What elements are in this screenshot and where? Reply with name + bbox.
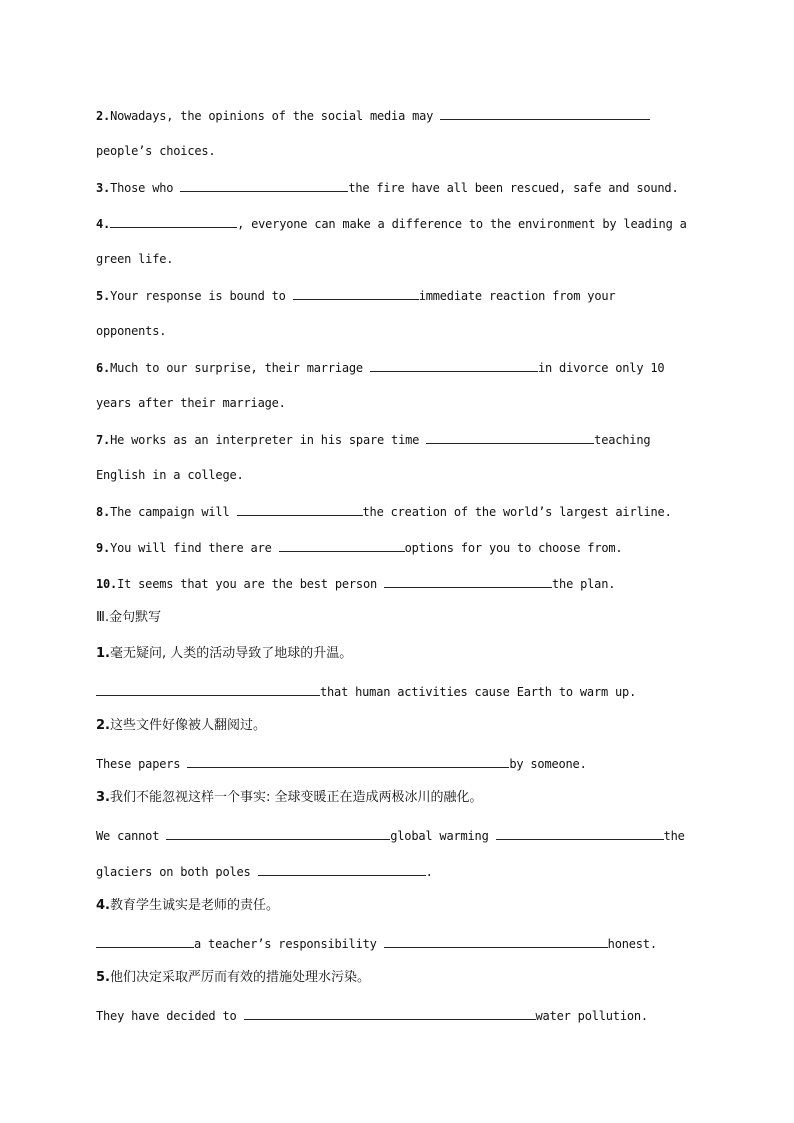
- item-6-continued: years after their marriage.: [96, 396, 286, 410]
- answer-blank[interactable]: [440, 107, 650, 120]
- item-number: 4.: [96, 217, 111, 231]
- item-number: 7.: [96, 433, 111, 447]
- item-text: It seems that you are the best person: [117, 577, 385, 591]
- chinese-prompt: 教育学生诚实是老师的责任。: [109, 898, 279, 913]
- item-text: glaciers on both poles: [96, 865, 258, 879]
- item-text: a teacher’s responsibility: [194, 937, 384, 951]
- answer-blank[interactable]: [110, 215, 237, 228]
- sentence-2-prompt: [96, 718, 266, 734]
- item-text: We cannot: [96, 829, 167, 843]
- item-text: They have decided to: [96, 1009, 244, 1023]
- item-text: , everyone can make a difference to the environment by leading a: [237, 217, 687, 231]
- answer-blank[interactable]: [96, 683, 320, 696]
- sentence-3-answer-continued: [96, 863, 433, 880]
- item-text: Those who: [110, 181, 181, 195]
- item-number: 6.: [96, 361, 111, 375]
- item-number: 2.: [96, 718, 110, 733]
- item-7: [96, 431, 650, 448]
- item-text: the creation of the world’s largest airline.: [362, 505, 672, 519]
- sentence-4-prompt: [96, 898, 279, 914]
- chinese-prompt: 他们决定采取严厉而有效的措施处理水污染。: [109, 970, 370, 985]
- item-text: global warming: [390, 829, 496, 843]
- item-text: that human activities cause Earth to warm up.: [320, 685, 637, 699]
- item-4-continued: green life.: [96, 252, 174, 266]
- item-text: the plan.: [552, 577, 616, 591]
- item-number: 1.: [96, 646, 110, 661]
- item-6: [96, 359, 664, 376]
- chinese-prompt: 我们不能忽视这样一个事实: 全球变暖正在造成两极冰川的融化。: [109, 790, 483, 805]
- item-3: [96, 179, 678, 196]
- answer-blank[interactable]: [293, 287, 419, 300]
- item-text: the fire have all been rescued, safe and sound.: [348, 181, 679, 195]
- item-number: 9.: [96, 541, 111, 555]
- item-text: honest.: [607, 937, 657, 951]
- item-9: [96, 539, 622, 556]
- item-8: [96, 503, 672, 520]
- item-10: [96, 575, 615, 592]
- item-text: Much to our surprise, their marriage: [110, 361, 370, 375]
- answer-blank[interactable]: [180, 179, 348, 192]
- item-text: Your response is bound to: [110, 289, 293, 303]
- item-text: by someone.: [509, 757, 587, 771]
- item-number: 8.: [96, 505, 111, 519]
- section-3-title: Ⅲ.金句默写: [96, 610, 162, 625]
- chinese-prompt: 这些文件好像被人翻阅过。: [109, 718, 266, 733]
- answer-blank[interactable]: [166, 827, 390, 840]
- item-number: 5.: [96, 289, 111, 303]
- answer-blank[interactable]: [187, 755, 509, 768]
- answer-blank[interactable]: [244, 1007, 536, 1020]
- answer-blank[interactable]: [384, 575, 552, 588]
- answer-blank[interactable]: [258, 863, 426, 876]
- sentence-2-answer: [96, 755, 587, 772]
- sentence-1-prompt: [96, 646, 352, 662]
- item-7-continued: English in a college.: [96, 468, 244, 482]
- answer-blank[interactable]: [384, 935, 608, 948]
- item-text: in divorce only 10: [537, 361, 665, 375]
- item-text: He works as an interpreter in his spare time: [110, 433, 427, 447]
- item-5-continued: opponents.: [96, 324, 167, 338]
- sentence-1-answer: [96, 683, 636, 700]
- answer-blank[interactable]: [370, 359, 538, 372]
- item-text: These papers: [96, 757, 188, 771]
- chinese-prompt: 毫无疑问, 人类的活动导致了地球的升温。: [109, 646, 353, 661]
- item-text: teaching: [594, 433, 651, 447]
- item-number: 10.: [96, 577, 118, 591]
- answer-blank[interactable]: [237, 503, 363, 516]
- sentence-3-answer: [96, 827, 685, 844]
- item-number: 4.: [96, 898, 110, 913]
- item-text: You will find there are: [110, 541, 279, 555]
- item-text: options for you to choose from.: [404, 541, 623, 555]
- sentence-3-prompt: [96, 790, 483, 806]
- answer-blank[interactable]: [426, 431, 594, 444]
- item-number: 3.: [96, 181, 111, 195]
- item-2-continued: people’s choices.: [96, 144, 216, 158]
- sentence-5-prompt: [96, 970, 370, 986]
- item-4: [96, 215, 687, 232]
- item-text: the: [663, 829, 685, 843]
- item-text: Nowadays, the opinions of the social media may: [110, 109, 441, 123]
- answer-blank[interactable]: [496, 827, 664, 840]
- item-number: 2.: [96, 109, 111, 123]
- item-text: .: [425, 865, 433, 879]
- item-text: water pollution.: [535, 1009, 648, 1023]
- item-2: [96, 107, 650, 124]
- answer-blank[interactable]: [96, 935, 194, 948]
- item-number: 3.: [96, 790, 110, 805]
- sentence-4-answer: [96, 935, 657, 952]
- item-number: 5.: [96, 970, 110, 985]
- item-5: [96, 287, 615, 304]
- answer-blank[interactable]: [279, 539, 405, 552]
- item-text: immediate reaction from your: [418, 289, 616, 303]
- sentence-5-answer: [96, 1007, 648, 1024]
- item-text: The campaign will: [110, 505, 237, 519]
